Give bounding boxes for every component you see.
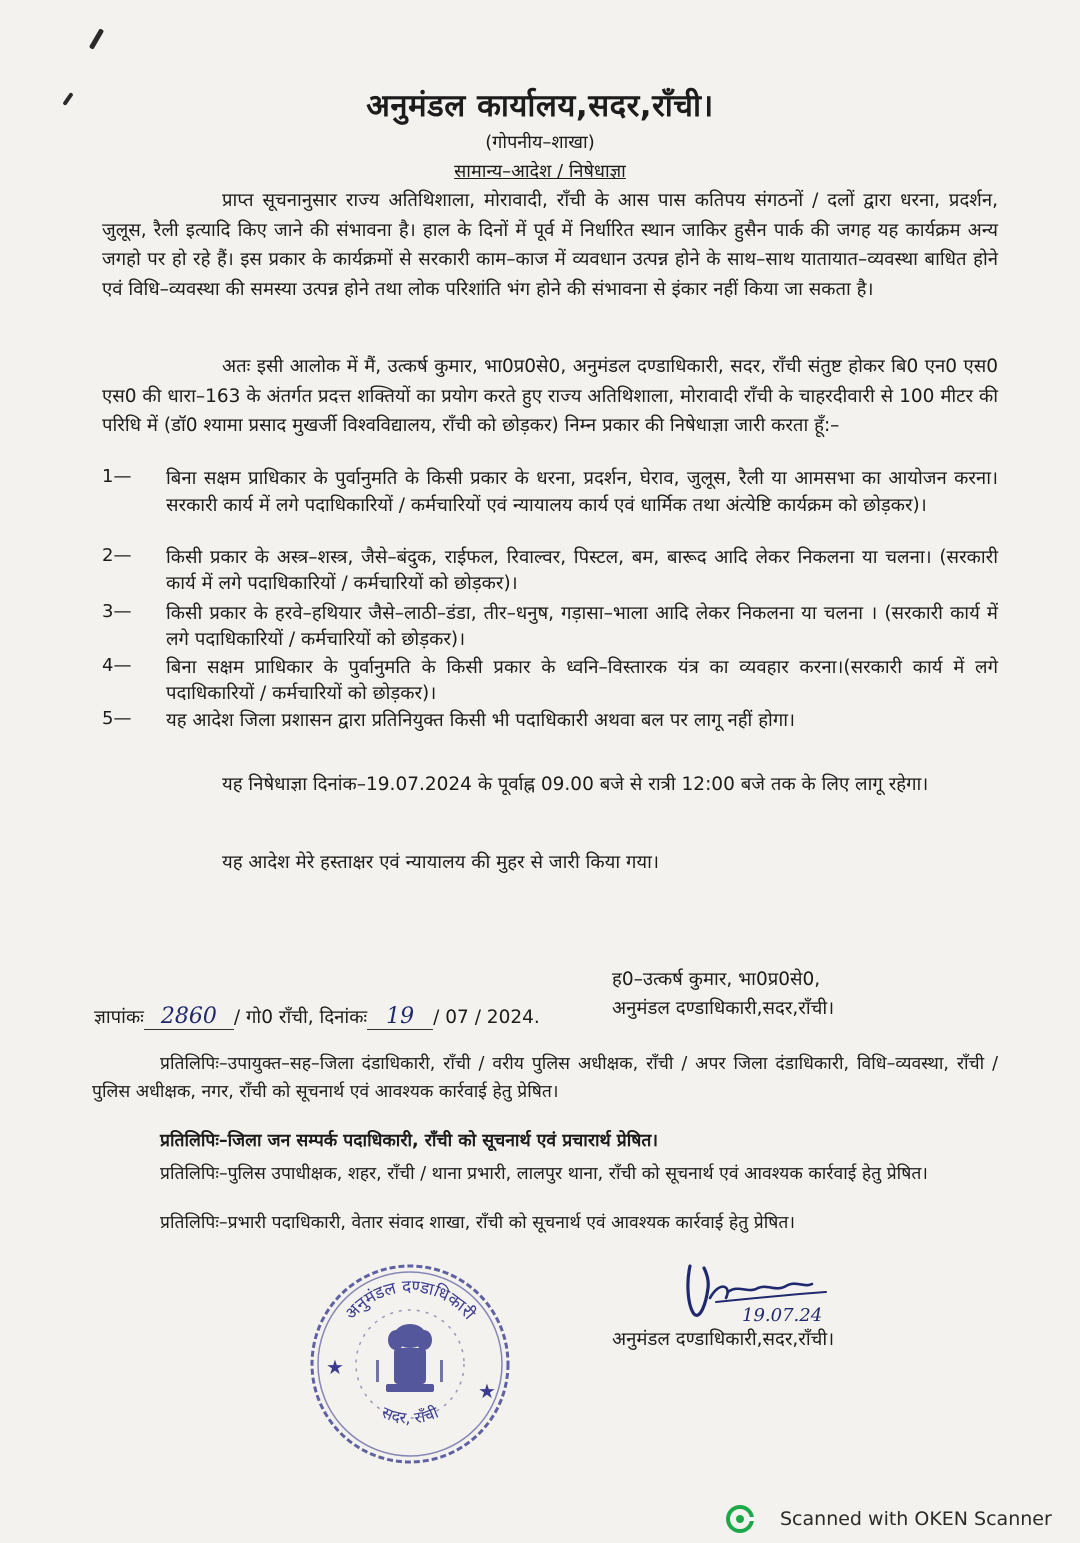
office-seal [300,1252,520,1472]
oken-scanner-logo-icon [726,1505,768,1533]
signatory-name: ह0–उत्कर्ष कुमार, भा0प्र0से0, [612,969,821,990]
signature-date: 19.07.24 [742,1305,823,1326]
scanner-watermark-label: Scanned with OKEN Scanner [780,1508,1052,1530]
copy-line [92,1127,998,1155]
list-item [102,601,998,655]
intro-paragraph [102,186,998,304]
item-text: किसी प्रकार के अस्त्र–शस्त्र, जैसे–बंदुक, राईफल, रिवाल्वर, पिस्टल, बम, बारूद आदि लेकर निकलना या चलना। (सरकारी कार्य में लगे पदाधिकारियों / कर्मचारियों को छोड़कर)। [166,547,998,594]
list-item [102,708,998,762]
signature-designation: अनुमंडल दण्डाधिकारी,सदर,राँची। [612,1329,835,1350]
item-number: 1— [102,466,132,487]
copy-line [92,1050,998,1106]
emblem-icon [386,1324,434,1392]
svg-text:सदर, राँची: सदर, राँची [378,1402,441,1428]
office-title: अनुमंडल कार्यालय,सदर,राँची। [366,88,714,124]
order-type-label: सामान्य–आदेश / निषेधाज्ञा [454,161,626,182]
order-text: अतः इसी आलोक में मैं, उत्कर्ष कुमार, भा0प्र0से0, अनुमंडल दण्डाधिकारी, सदर, राँची संतुष्ट होकर बि0 एन0 एस0 एस0 की धारा–163 के अंतर्गत प्रदत्त शक्तियों का प्रयोग करते हुए राज्य अतिथिशाला, मोरावादी राँची के चाहरदीवारी से 100 मीटर की परिधि में (डॉ0 श्यामा प्रसाद मुखर्जी विश्वविद्यालय, राँची को छोड़कर) निम्न प्रकार की निषेधाज्ञा जारी करता हूँ:– [102,356,998,436]
validity-text: यह निषेधाज्ञा दिनांक–19.07.2024 के पूर्वाह्न 09.00 बजे से रात्री 12:00 बजे तक के लिए लागू रहेगा। [222,774,929,795]
item-number: 3— [102,601,132,622]
item-number: 4— [102,655,132,676]
svg-text:★: ★ [478,1379,496,1403]
list-item [102,545,998,599]
item-number: 2— [102,545,132,566]
copy-text: प्रतिलिपिः–उपायुक्त–सह–जिला दंडाधिकारी, राँची / वरीय पुलिस अधीक्षक, राँची / अपर जिला दंडाधिकारी, विधि–व्यवस्था, राँची / पुलिस अधीक्षक, नगर, राँची को सूचनार्थ एवं आवश्यक कार्रवाई हेतु प्रेषित। [92,1054,998,1102]
validity-paragraph [102,768,998,802]
item-number: 5— [102,708,132,729]
item-text: किसी प्रकार के हरवे–हथियार जैसे–लाठी–डंडा, तीर–धनुष, गड़ासा–भाला आदि लेकर निकलना या चलना । (सरकारी कार्य में लगे पदाधिकारियों / कर्मचारियों को छोड़कर)। [166,603,998,650]
order-paragraph [102,352,998,441]
memo-day: 19 [367,1004,433,1030]
memo-number: 2860 [144,1004,234,1030]
memo-place: / गो0 राँची, दिनांकः [233,1007,368,1028]
branch-label: (गोपनीय–शाखा) [485,132,595,153]
list-item [102,466,998,520]
copy-text: प्रतिलिपिः–जिला जन सम्पर्क पदाधिकारी, राँची को सूचनार्थ एवं प्रचारार्थ प्रेषित। [160,1131,658,1151]
issued-text: यह आदेश मेरे हस्ताक्षर एवं न्यायालय की मुहर से जारी किया गया। [222,852,659,873]
staple-mark [89,28,104,50]
copy-line [92,1160,998,1188]
item-text: बिना सक्षम प्राधिकार के पुर्वानुमति के किसी प्रकार के धरना, प्रदर्शन, घेराव, जुलूस, रैली या आमसभा का आयोजन करना। सरकारी कार्य में लगे पदाधिकारियों / कर्मचारियों एवं न्यायालय कार्य एवं धार्मिक तथा अंत्येष्टि कार्यक्रम को छोड़कर)। [166,468,998,516]
intro-text: प्राप्त सूचनानुसार राज्य अतिथिशाला, मोरावादी, राँची के आस पास कतिपय संगठनों / दलों द्वारा धरना, प्रदर्शन, जुलूस, रैली इत्यादि किए जाने की संभावना है। हाल के दिनों में पूर्व में निर्धारित स्थान जाकिर हुसैन पार्क की जगह यह कार्यक्रम अन्य जगहो पर हो रहे हैं। इस प्रकार के कार्यक्रमों से सरकारी काम–काज में व्यवधान उत्पन्न होने के साथ–साथ यातायात–व्यवस्था बाधित होने एवं विधि–व्यवस्था की समस्या उत्पन्न होने तथा लोक परिशांति भंग होने की संभावना से इंकार नहीं किया जा सकता है। [102,190,998,300]
list-item [102,655,998,709]
memo-label: ज्ञापांकः [94,1007,144,1028]
item-text: यह आदेश जिला प्रशासन द्वारा प्रतिनियुक्त किसी भी पदाधिकारी अथवा बल पर लागू नहीं होगा। [166,710,796,731]
copy-line [92,1209,998,1237]
memo-month-year: / 07 / 2024. [433,1007,540,1028]
item-text: बिना सक्षम प्राधिकार के पुर्वानुमति के किसी प्रकार के ध्वनि–विस्तारक यंत्र का व्यवहार करना।(सरकारी कार्य में लगे पदाधिकारियों / कर्मचारियों को छोड़कर)। [166,657,998,704]
signatory-designation: अनुमंडल दण्डाधिकारी,सदर,राँची। [612,998,835,1019]
svg-text:★: ★ [326,1355,344,1379]
copy-text: प्रतिलिपिः–पुलिस उपाधीक्षक, शहर, राँची / थाना प्रभारी, लालपुर थाना, राँची को सूचनार्थ एवं आवश्यक कार्रवाई हेतु प्रेषित। [160,1164,928,1184]
copy-text: प्रतिलिपिः–प्रभारी पदाधिकारी, वेतार संवाद शाखा, राँची को सूचनार्थ एवं आवश्यक कार्रवाई हेतु प्रेषित। [160,1213,795,1233]
svg-text:अनुमंडल दण्डाधिकारी: अनुमंडल दण्डाधिकारी [341,1276,479,1324]
memo-line [94,1004,540,1030]
issued-paragraph [102,848,998,878]
